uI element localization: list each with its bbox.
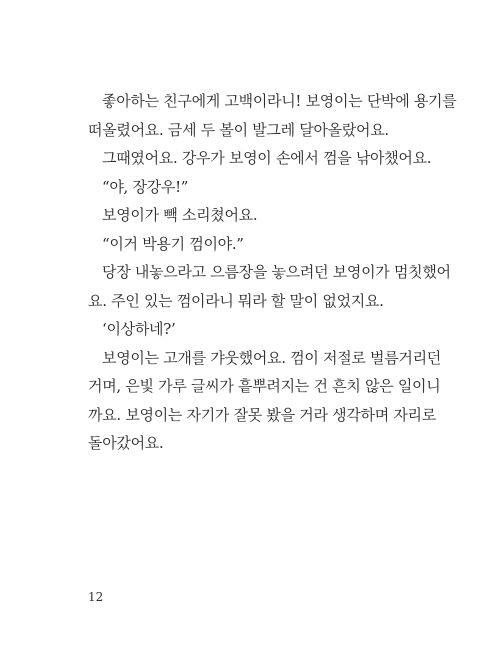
page-number: 12: [88, 590, 104, 604]
text-line: 당장 내놓으라고 으름장을 놓으려던 보영이가 멈칫했어: [102, 263, 451, 281]
text-line: “야, 장강우!”: [102, 177, 189, 196]
text-line: 좋아하는 친구에게 고백이라니! 보영이는 단박에 용기를: [102, 92, 457, 110]
text-line: 그때였어요. 강우가 보영이 손에서 껌을 낚아챘어요.: [102, 149, 432, 167]
text-line: 까요. 보영이는 자기가 잘못 봤을 거라 생각하며 자리로: [88, 405, 436, 424]
text-line: “이거 박용기 껌이야.”: [102, 234, 244, 253]
text-line: 거며, 은빛 가루 글씨가 흩뿌려지는 건 흔치 않은 일이니: [88, 377, 441, 395]
story-text: [88, 91, 457, 462]
text-line: 떠올렸어요. 금세 두 볼이 발그레 달아올랐어요.: [88, 120, 389, 139]
text-line: 보영이가 빽 소리쳤어요.: [102, 206, 258, 224]
text-line: ‘이상하네?’: [102, 320, 176, 338]
text-line: 돌아갔어요.: [88, 434, 164, 452]
text-line: 보영이는 고개를 갸웃했어요. 껌이 저절로 벌름거리던: [102, 348, 441, 367]
text-line: 요. 주인 있는 껌이라니 뭐라 할 말이 없었지요.: [88, 291, 384, 310]
